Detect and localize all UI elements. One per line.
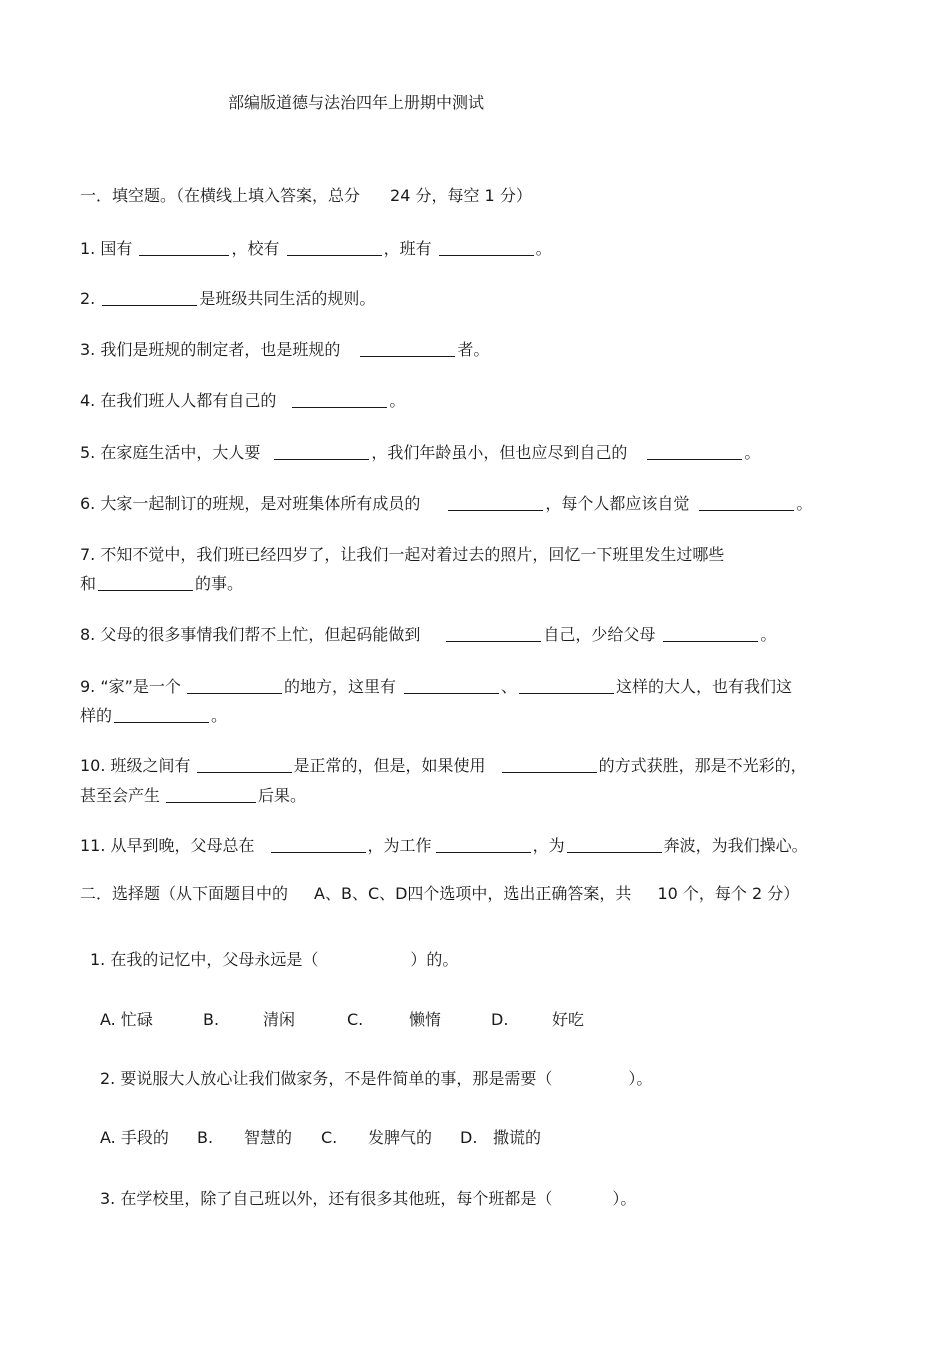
q1-10-text-c: 的方式获胜，那是不光彩的， [598,756,807,775]
q1-11-text-c: ，为 [532,836,565,855]
cq3-stem-b: ）。 [612,1189,637,1208]
option-c-letter[interactable]: C. [347,1010,364,1029]
page-title: 部编版道德与法治四年上册期中测试 [228,93,485,112]
question-1-9-line2 [80,706,227,726]
cq3-stem-a: 3. 在学校里，除了自己班以外，还有很多其他班，每个班都是（ [100,1189,553,1208]
question-1-7-line2 [80,574,243,594]
answer-blank[interactable] [699,494,794,511]
q1-10-text-b: 是正常的，但是，如果使用 [293,756,486,775]
q1-5-text-b: ，我们年龄虽小，但也应尽到自己的 [371,443,628,462]
q1-1-text-c: ，班有 [383,239,432,258]
q1-7-text-b: 和 [80,574,97,593]
section2-heading-part-c: 10 个，每个 2 分） [657,884,800,903]
question-1-3 [80,340,489,360]
answer-blank[interactable] [436,836,531,853]
q1-10-text-e: 后果。 [258,786,307,805]
q1-5-text-c: 。 [744,443,761,462]
q1-6-text-a: 6. 大家一起制订的班规，是对班集体所有成员的 [80,494,421,513]
answer-blank[interactable] [187,677,282,694]
question-1-6 [80,494,812,514]
q1-11-text-a: 11. 从早到晚，父母总在 [80,836,255,855]
answer-blank[interactable] [404,677,499,694]
q1-9-text-d: 这样的大人，也有我们这 [615,677,792,696]
answer-blank[interactable] [114,706,209,723]
q1-1-text-b: ，校有 [231,239,280,258]
q1-9-text-b: 的地方，这里有 [283,677,396,696]
option-b-text[interactable]: 清闲 [263,1010,296,1029]
q1-9-text-f: 。 [211,706,228,725]
answer-blank[interactable] [663,625,758,642]
answer-blank[interactable] [271,836,366,853]
q1-6-text-c: 。 [796,494,813,513]
answer-blank[interactable] [292,391,387,408]
q1-7-text-c: 的事。 [195,574,244,593]
question-1-5 [80,443,760,463]
q1-4-text-b: 。 [389,391,406,410]
q1-8-text-a: 8. 父母的很多事情我们帮不上忙，但起码能做到 [80,625,421,644]
option-d-letter[interactable]: D. [460,1128,478,1147]
q1-11-text-b: ，为工作 [367,836,432,855]
question-1-10-line1 [80,756,807,776]
choice-question-3 [100,1189,636,1209]
question-1-9-line1 [80,677,792,697]
question-1-2 [80,289,375,309]
answer-blank[interactable] [274,443,369,460]
section1-heading [80,186,532,206]
q1-3-text-a: 3. 我们是班规的制定者，也是班规的 [80,340,341,359]
answer-blank[interactable] [439,239,534,256]
section1-heading-part-a: 一．填空题。（在横线上填入答案，总分 [80,186,361,205]
option-b-text[interactable]: 智慧的 [244,1128,293,1147]
answer-blank[interactable] [647,443,742,460]
cq2-stem-a: 2. 要说服大人放心让我们做家务，不是件简单的事，那是需要（ [100,1069,553,1088]
option-d-text[interactable]: 撒谎的 [493,1128,542,1147]
choice-question-2 [100,1069,652,1089]
cq1-stem-b: ）的。 [410,950,459,969]
answer-blank[interactable] [567,836,662,853]
answer-blank[interactable] [197,756,292,773]
choice-question-2-options [100,1128,541,1148]
option-d-letter[interactable]: D. [491,1010,509,1029]
question-1-11 [80,836,808,856]
choice-question-1-options [100,1010,584,1030]
question-1-7-line1: 7. 不知不觉中，我们班已经四岁了，让我们一起对着过去的照片，回忆一下班里发生过哪些 [80,545,725,564]
option-a[interactable]: A. 手段的 [100,1128,169,1147]
question-1-10-line2 [80,786,306,806]
section2-heading-part-b: A、B、C、D四个选项中，选出正确答案，共 [314,884,632,903]
choice-question-1 [90,950,458,970]
q1-9-text-e: 样的 [80,706,113,725]
q1-10-text-a: 10. 班级之间有 [80,756,191,775]
q1-6-text-b: ，每个人都应该自觉 [545,494,690,513]
option-b-letter[interactable]: B. [197,1128,214,1147]
option-c-text[interactable]: 发脾气的 [368,1128,433,1147]
q1-10-text-d: 甚至会产生 [80,786,161,805]
q1-9-text-a: 9. “家”是一个 [80,677,181,696]
answer-blank[interactable] [448,494,543,511]
q1-8-text-b: 自己，少给父母 [543,625,656,644]
answer-blank[interactable] [446,625,541,642]
answer-blank[interactable] [519,677,614,694]
cq2-stem-b: ）。 [628,1069,653,1088]
q1-5-text-a: 5. 在家庭生活中，大人要 [80,443,261,462]
q1-2-text-b: 是班级共同生活的规则。 [199,289,376,308]
question-1-1 [80,239,552,259]
answer-blank[interactable] [139,239,229,256]
answer-blank[interactable] [102,289,197,306]
q1-11-text-d: 奔波，为我们操心。 [663,836,808,855]
answer-blank[interactable] [360,340,455,357]
q1-3-text-b: 者。 [457,340,490,359]
q1-8-text-c: 。 [760,625,777,644]
q1-4-text-a: 4. 在我们班人人都有自己的 [80,391,277,410]
q1-1-text-d: 。 [535,239,552,258]
cq1-stem-a: 1. 在我的记忆中，父母永远是（ [90,950,319,969]
q1-2-text-a: 2. [80,289,96,308]
option-c-text[interactable]: 懒惰 [409,1010,442,1029]
question-1-8 [80,625,776,645]
option-b-letter[interactable]: B. [203,1010,220,1029]
answer-blank[interactable] [502,756,597,773]
answer-blank[interactable] [287,239,382,256]
question-1-4 [80,391,405,411]
section2-heading-part-a: 二．选择题（从下面题目中的 [80,884,289,903]
q1-1-text-a: 1. 国有 [80,239,133,258]
section1-heading-part-b: 24 分，每空 1 分） [390,186,532,205]
answer-blank[interactable] [166,786,256,803]
section2-heading [80,884,799,904]
option-d-text[interactable]: 好吃 [552,1010,585,1029]
answer-blank[interactable] [98,574,193,591]
option-a[interactable]: A. 忙碌 [100,1010,153,1029]
option-c-letter[interactable]: C. [321,1128,338,1147]
q1-9-text-c: 、 [500,677,517,696]
